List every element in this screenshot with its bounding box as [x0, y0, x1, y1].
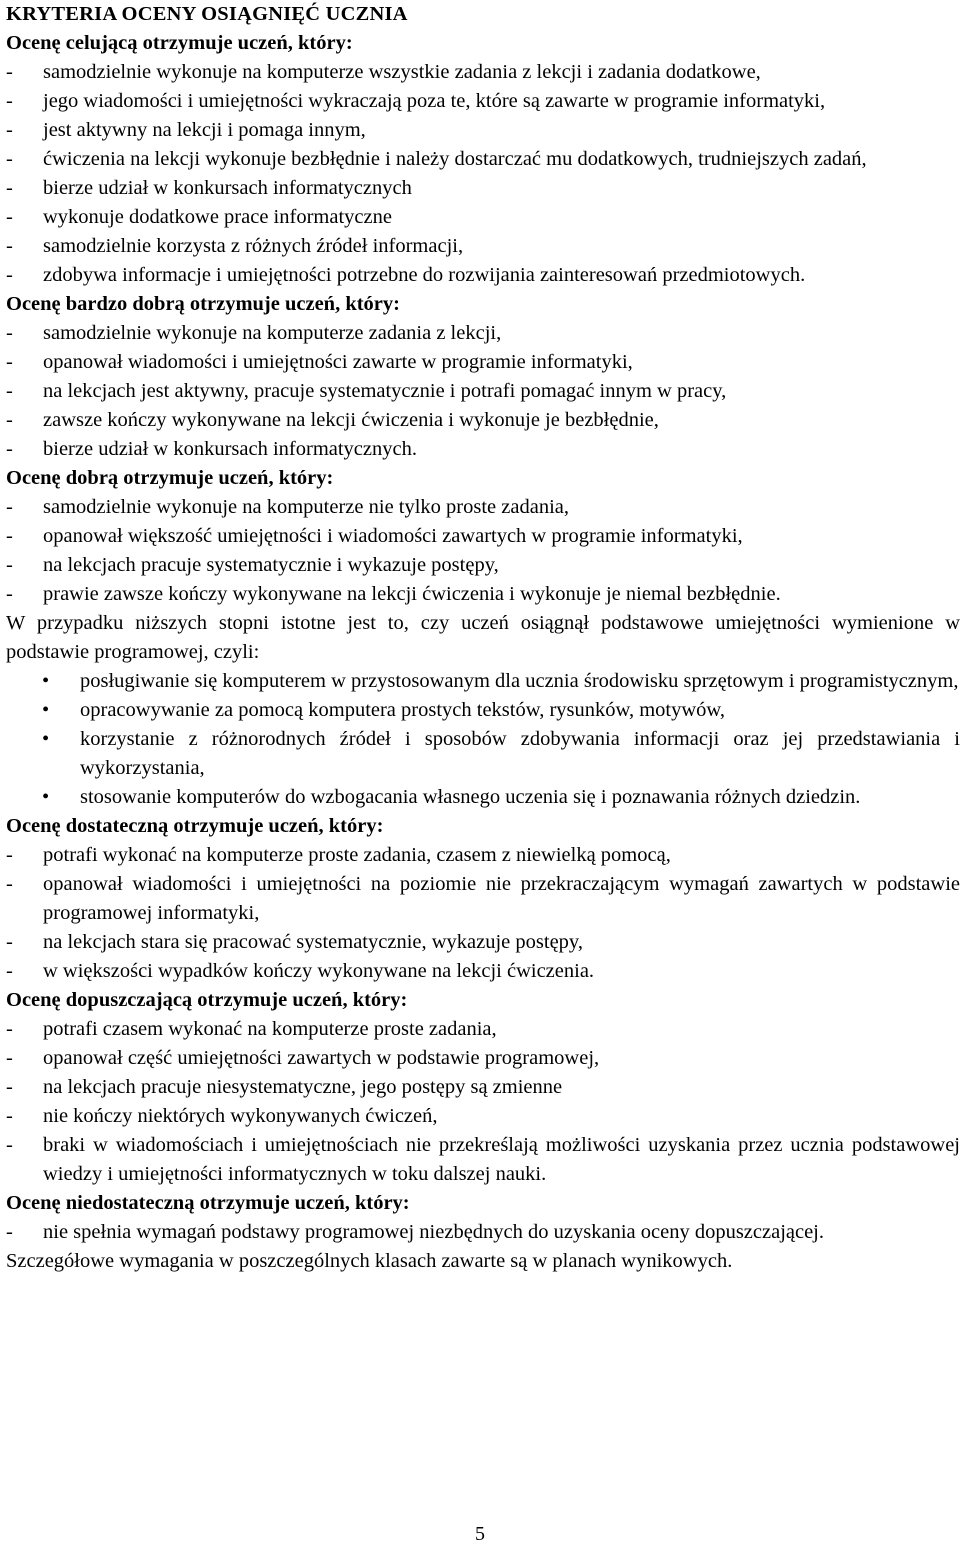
criteria-item: - bierze udział w konkursach informatycznych — [6, 174, 960, 203]
criteria-item: - prawie zawsze kończy wykonywane na lekcji ćwiczenia i wykonuje je niemal bezbłędnie. — [6, 580, 960, 609]
criteria-list — [6, 1218, 960, 1247]
grade-section-bardzo-dobra — [6, 290, 960, 464]
criteria-item: - na lekcjach stara się pracować systematycznie, wykazuje postępy, — [6, 928, 960, 957]
criteria-item: - nie kończy niektórych wykonywanych ćwiczeń, — [6, 1102, 960, 1131]
criteria-item: - zdobywa informacje i umiejętności potrzebne do rozwijania zainteresowań przedmiotowych. — [6, 261, 960, 290]
criteria-item: - w większości wypadków kończy wykonywane na lekcji ćwiczenia. — [6, 957, 960, 986]
criteria-item: - potrafi wykonać na komputerze proste zadania, czasem z niewielką pomocą, — [6, 841, 960, 870]
criteria-item: - samodzielnie wykonuje na komputerze wszystkie zadania z lekcji i zadania dodatkowe, — [6, 58, 960, 87]
section-heading: Ocenę niedostateczną otrzymuje uczeń, który: — [6, 1192, 410, 1214]
criteria-item: - opanował wiadomości i umiejętności na poziomie nie przekraczającym wymagań zawartych w podstawie programowej informatyki, — [6, 870, 960, 928]
section-heading: Ocenę dopuszczającą otrzymuje uczeń, który: — [6, 989, 408, 1011]
criteria-item: - samodzielnie wykonuje na komputerze zadania z lekcji, — [6, 319, 960, 348]
criteria-item: - opanował wiadomości i umiejętności zawarte w programie informatyki, — [6, 348, 960, 377]
page-number: 5 — [475, 1523, 485, 1545]
criteria-item: - opanował część umiejętności zawartych w podstawie programowej, — [6, 1044, 960, 1073]
criteria-item: - na lekcjach pracuje systematycznie i wykazuje postępy, — [6, 551, 960, 580]
footer-note: Szczegółowe wymagania w poszczególnych klasach zawarte są w planach wynikowych. — [6, 1250, 733, 1272]
grade-section-niedostateczna — [6, 1189, 960, 1247]
criteria-item: - jego wiadomości i umiejętności wykraczają poza te, które są zawarte w programie informatyki, — [6, 87, 960, 116]
criteria-item: - potrafi czasem wykonać na komputerze proste zadania, — [6, 1015, 960, 1044]
criteria-item: - samodzielnie korzysta z różnych źródeł informacji, — [6, 232, 960, 261]
grade-section-dopuszczajaca — [6, 986, 960, 1189]
section-heading: Ocenę dobrą otrzymuje uczeń, który: — [6, 467, 334, 489]
criteria-item: - jest aktywny na lekcji i pomaga innym, — [6, 116, 960, 145]
criteria-list — [6, 1015, 960, 1189]
criteria-item: - bierze udział w konkursach informatycznych. — [6, 435, 960, 464]
section-heading: Ocenę celującą otrzymuje uczeń, który: — [6, 32, 353, 54]
criteria-item: - wykonuje dodatkowe prace informatyczne — [6, 203, 960, 232]
criteria-item: - braki w wiadomościach i umiejętnościach nie przekreślają możliwości uzyskania przez ucznia podstawowej wiedzy i umiejętności informatycznych w toku dalszej nauki. — [6, 1131, 960, 1189]
criteria-item: - ćwiczenia na lekcji wykonuje bezbłędnie i należy dostarczać mu dodatkowych, trudniejszych zadań, — [6, 145, 960, 174]
criteria-list — [6, 841, 960, 986]
basic-skills-list — [6, 667, 960, 812]
criteria-item: - opanował większość umiejętności i wiadomości zawartych w programie informatyki, — [6, 522, 960, 551]
criteria-list — [6, 493, 960, 609]
basic-skill-item: • posługiwanie się komputerem w przystosowanym dla ucznia środowisku sprzętowym i programistycznym, — [6, 667, 960, 696]
criteria-item: - samodzielnie wykonuje na komputerze nie tylko proste zadania, — [6, 493, 960, 522]
criteria-item: - zawsze kończy wykonywane na lekcji ćwiczenia i wykonuje je bezbłędnie, — [6, 406, 960, 435]
basic-skill-item: • stosowanie komputerów do wzbogacania własnego uczenia się i poznawania różnych dziedzin. — [6, 783, 960, 812]
section-heading: Ocenę bardzo dobrą otrzymuje uczeń, który: — [6, 293, 400, 315]
criteria-list — [6, 58, 960, 290]
criteria-item: - nie spełnia wymagań podstawy programowej niezbędnych do uzyskania oceny dopuszczającej. — [6, 1218, 960, 1247]
grade-section-celujaca — [6, 29, 960, 290]
basic-skill-item: • korzystanie z różnorodnych źródeł i sposobów zdobywania informacji oraz jej przedstawiania i wykorzystania, — [6, 725, 960, 783]
criteria-item: - na lekcjach jest aktywny, pracuje systematycznie i potrafi pomagać innym w pracy, — [6, 377, 960, 406]
grade-section-dobra — [6, 464, 960, 609]
criteria-item: - na lekcjach pracuje niesystematyczne, jego postępy są zmienne — [6, 1073, 960, 1102]
grade-section-dostateczna — [6, 812, 960, 986]
section-heading: Ocenę dostateczną otrzymuje uczeń, który: — [6, 815, 384, 837]
lower-grades-intro: W przypadku niższych stopni istotne jest to, czy uczeń osiągnął podstawowe umiejętności wymienione w podstawie programowej, czyli: — [6, 612, 960, 663]
document-title: KRYTERIA OCENY OSIĄGNIĘĆ UCZNIA — [6, 3, 408, 25]
lower-grades-block — [6, 609, 960, 812]
basic-skill-item: • opracowywanie za pomocą komputera prostych tekstów, rysunków, motywów, — [6, 696, 960, 725]
document-page — [6, 0, 960, 1276]
criteria-list — [6, 319, 960, 464]
